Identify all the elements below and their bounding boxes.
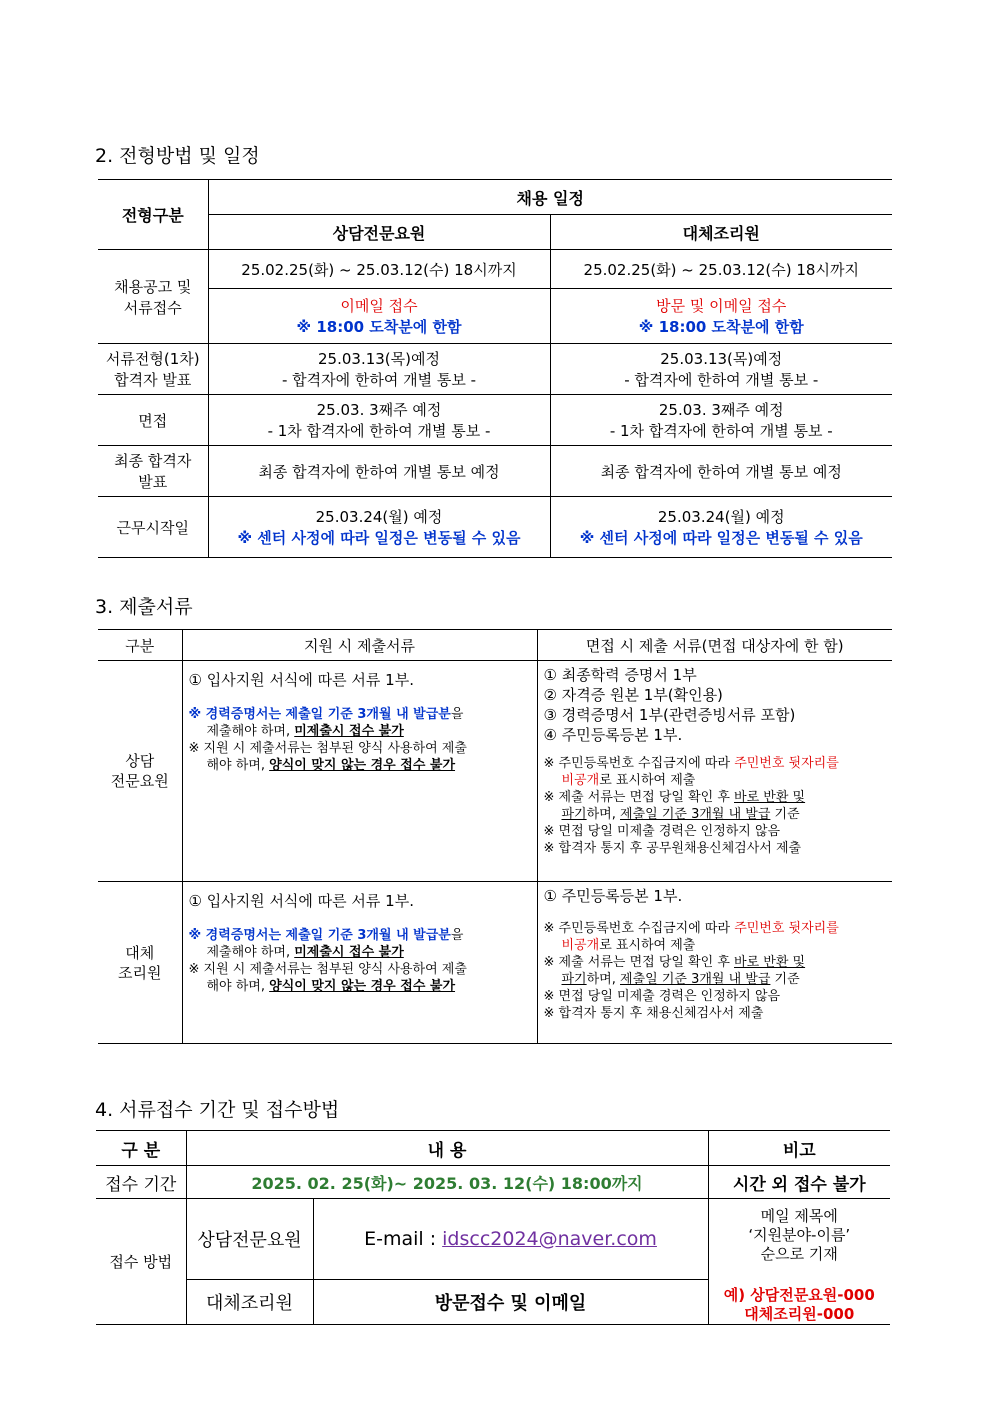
header-category: 전형구분 [98, 180, 208, 250]
counselor-label: 상담 전문요원 [98, 661, 182, 882]
apply-date-cook: 25.02.25(화) ~ 25.03.12(수) 18시까지 [550, 250, 892, 289]
method-cook-label: 대체조리원 [186, 1279, 313, 1324]
header-remarks: 비고 [708, 1131, 890, 1166]
row-start-label: 근무시작일 [98, 497, 208, 558]
final-counselor: 최종 합격자에 한하여 개별 통보 예정 [208, 446, 550, 497]
final-cook: 최종 합격자에 한하여 개별 통보 예정 [550, 446, 892, 497]
method-note: 메일 제목에 ‘지원분야-이름’ 순으로 기재 예) 상담전문요원-000 대체조리원-000 [708, 1199, 890, 1325]
schedule-table [98, 179, 892, 558]
header-cook: 대체조리원 [550, 215, 892, 250]
doc-cook: 25.03.13(목)예정 - 합격자에 한하여 개별 통보 - [550, 344, 892, 395]
counselor-interview-docs: ① 최종학력 증명서 1부 ② 자격증 원본 1부(확인용) ③ 경력증명서 1부(관련증빙서류 포함) ④ 주민등록등본 1부. ※ 주민등록번호 수집금지에 따라 주민번호 뒷자리를 비공개로 표시하여 제출 ※ 제출 서류는 면접 당일 확인 후 바로 반환 및 파기하며, 제출일 기준 3개월 내 발급 기준 ※ 면접 당일 미제출 경력은 인정하지 않음 ※ 합격자 통지 후 공무원채용신체검사서 제출 [537, 661, 892, 882]
cook-interview-docs: ① 주민등록등본 1부. ※ 주민등록번호 수집금지에 따라 주민번호 뒷자리를 비공개로 표시하여 제출 ※ 제출 서류는 면접 당일 확인 후 바로 반환 및 파기하며, 제출일 기준 3개월 내 발급 기준 ※ 면접 당일 미제출 경력은 인정하지 않음 ※ 합격자 통지 후 채용신체검사서 제출 [537, 882, 892, 1044]
counselor-apply-docs: ① 입사지원 서식에 따른 서류 1부. ※ 경력증명서는 제출일 기준 3개월 내 발급분을 제출해야 하며, 미제출시 접수 불가 ※ 지원 시 제출서류는 첨부된 양식 사용하여 제출 해야 하며, 양식이 맞지 않는 경우 접수 불가 [182, 661, 537, 882]
header-apply-docs: 지원 시 제출서류 [182, 630, 537, 661]
period-value: 2025. 02. 25(화)~ 2025. 03. 12(수) 18:00까지 [186, 1166, 708, 1199]
row-apply-label: 채용공고 및 서류접수 [98, 250, 208, 344]
section3-title: 3. 제출서류 [95, 596, 193, 618]
section2-title: 2. 전형방법 및 일정 [95, 145, 260, 167]
reception-table [96, 1130, 890, 1325]
header-schedule: 채용 일정 [208, 180, 892, 215]
method-label: 접수 방법 [96, 1199, 186, 1325]
header-interview-docs: 면접 시 제출 서류(면접 대상자에 한 함) [537, 630, 892, 661]
email-link[interactable]: idscc2024@naver.com [442, 1227, 657, 1250]
section4-title: 4. 서류접수 기간 및 접수방법 [95, 1099, 340, 1121]
method-cook-value: 방문접수 및 이메일 [313, 1279, 708, 1324]
header-division: 구분 [98, 630, 182, 661]
row-interview-label: 면접 [98, 395, 208, 446]
cook-label: 대체 조리원 [98, 882, 182, 1044]
row-doc-label: 서류전형(1차) 합격자 발표 [98, 344, 208, 395]
apply-method-cook: 방문 및 이메일 접수 ※ 18:00 도착분에 한함 [550, 289, 892, 344]
interview-counselor: 25.03. 3째주 예정 - 1차 합격자에 한하여 개별 통보 - [208, 395, 550, 446]
header-division: 구 분 [96, 1131, 186, 1166]
apply-method-counselor: 이메일 접수 ※ 18:00 도착분에 한함 [208, 289, 550, 344]
documents-table [98, 629, 892, 1044]
cook-apply-docs: ① 입사지원 서식에 따른 서류 1부. ※ 경력증명서는 제출일 기준 3개월 내 발급분을 제출해야 하며, 미제출시 접수 불가 ※ 지원 시 제출서류는 첨부된 양식 사용하여 제출 해야 하며, 양식이 맞지 않는 경우 접수 불가 [182, 882, 537, 1044]
interview-cook: 25.03. 3째주 예정 - 1차 합격자에 한하여 개별 통보 - [550, 395, 892, 446]
method-counselor-label: 상담전문요원 [186, 1199, 313, 1280]
doc-counselor: 25.03.13(목)예정 - 합격자에 한하여 개별 통보 - [208, 344, 550, 395]
header-content: 내 용 [186, 1131, 708, 1166]
period-label: 접수 기간 [96, 1166, 186, 1199]
apply-date-counselor: 25.02.25(화) ~ 25.03.12(수) 18시까지 [208, 250, 550, 289]
start-cook: 25.03.24(월) 예정 ※ 센터 사정에 따라 일정은 변동될 수 있음 [550, 497, 892, 558]
start-counselor: 25.03.24(월) 예정 ※ 센터 사정에 따라 일정은 변동될 수 있음 [208, 497, 550, 558]
header-counselor: 상담전문요원 [208, 215, 550, 250]
period-note: 시간 외 접수 불가 [708, 1166, 890, 1199]
row-final-label: 최종 합격자 발표 [98, 446, 208, 497]
method-counselor-value: E-mail : idscc2024@naver.com [313, 1199, 708, 1280]
